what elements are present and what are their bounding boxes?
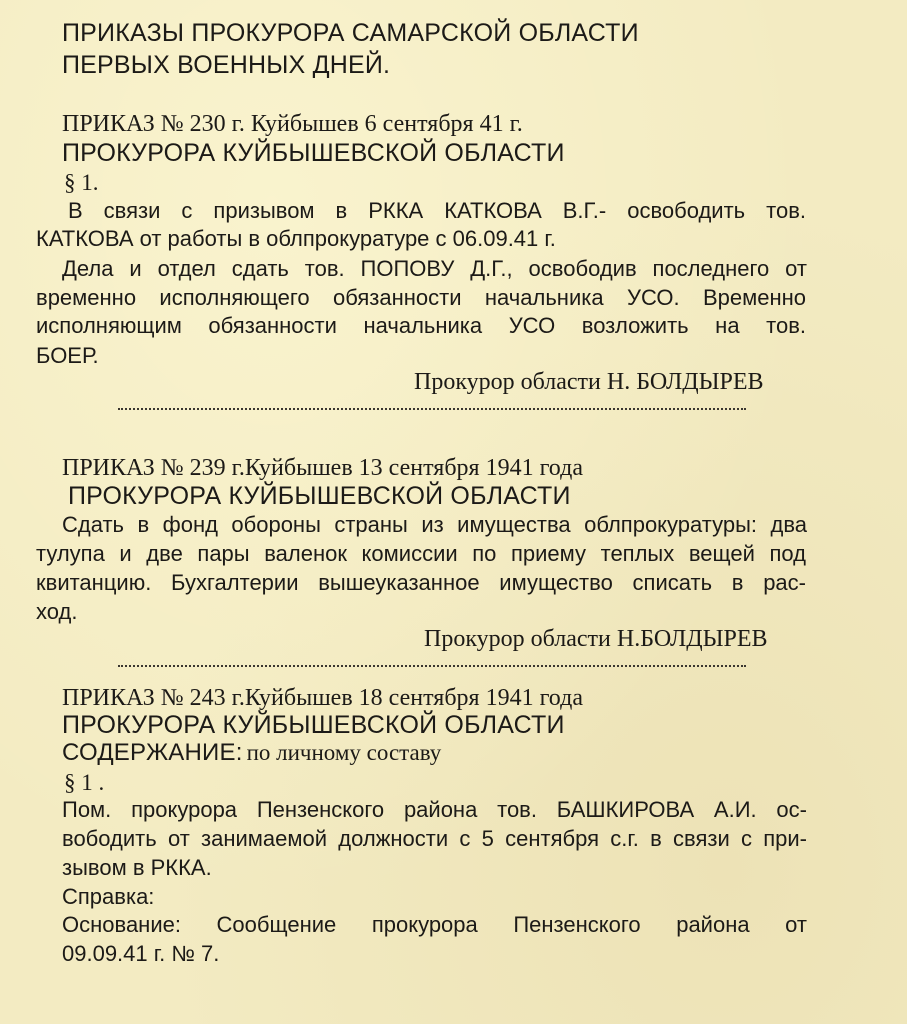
document-title-line-2: ПЕРВЫХ ВОЕННЫХ ДНЕЙ. bbox=[62, 51, 391, 79]
dotted-separator bbox=[118, 665, 746, 669]
order-230-body-line-2: КАТКОВА от работы в облпрокуратуре с 06.09.41 г. bbox=[36, 226, 556, 251]
order-239-signature: Прокурор области Н.БОЛДЫРЕВ bbox=[424, 626, 768, 652]
order-230-body-line-5: исполняющим обязанности начальника УСО возложить на тов. bbox=[36, 313, 806, 338]
order-239-body-line-2: тулупа и две пары валенок комиссии по приему теплых вещей под bbox=[36, 541, 806, 566]
order-243-section: § 1 . bbox=[64, 770, 105, 795]
order-230-org: ПРОКУРОРА КУЙБЫШЕВСКОЙ ОБЛАСТИ bbox=[62, 139, 565, 167]
order-243-header: ПРИКАЗ № 243 г.Куйбышев 18 сентября 1941 года bbox=[62, 685, 583, 711]
order-230-body-line-4: временно исполняющего обязанности начальника УСО. Временно bbox=[36, 285, 806, 310]
order-230-signature: Прокурор области Н. БОЛДЫРЕВ bbox=[414, 369, 764, 395]
dotted-separator bbox=[118, 408, 746, 412]
order-230-header: ПРИКАЗ № 230 г. Куйбышев 6 сентября 41 г. bbox=[62, 111, 523, 137]
order-230-body-line-6: БОЕР. bbox=[36, 343, 99, 368]
order-239-body-line-3: квитанцию. Бухгалтерии вышеуказанное имущество списать в рас- bbox=[36, 570, 806, 595]
order-230-body-line-3: Дела и отдел сдать тов. ПОПОВУ Д.Г., освободив последнего от bbox=[62, 256, 807, 281]
order-243-org: ПРОКУРОРА КУЙБЫШЕВСКОЙ ОБЛАСТИ bbox=[62, 711, 565, 739]
order-243-body-line-6: 09.09.41 г. № 7. bbox=[62, 941, 220, 966]
order-239-org: ПРОКУРОРА КУЙБЫШЕВСКОЙ ОБЛАСТИ bbox=[68, 482, 571, 510]
order-243-content-row bbox=[62, 741, 441, 765]
order-243-body-line-1: Пом. прокурора Пензенского района тов. БАШКИРОВА А.И. ос- bbox=[62, 797, 807, 822]
order-230-body-line-1: В связи с призывом в РККА КАТКОВА В.Г.- освободить тов. bbox=[68, 198, 806, 223]
order-243-body-line-5: Основание: Сообщение прокурора Пензенского района от bbox=[62, 912, 807, 937]
order-243-body-line-3: зывом в РККА. bbox=[62, 855, 212, 880]
order-239-body-line-4: ход. bbox=[36, 599, 78, 624]
order-243-content-value: по личному составу bbox=[246, 740, 442, 765]
order-243-reference-label: Справка: bbox=[62, 884, 155, 909]
document-title-line-1: ПРИКАЗЫ ПРОКУРОРА САМАРСКОЙ ОБЛАСТИ bbox=[62, 19, 639, 47]
order-239-body-line-1: Сдать в фонд обороны страны из имущества облпрокуратуры: два bbox=[62, 512, 807, 537]
order-243-content-label: СОДЕРЖАНИЕ: bbox=[62, 739, 243, 766]
order-230-section: § 1. bbox=[64, 170, 99, 195]
order-243-body-line-2: вободить от занимаемой должности с 5 сентября с.г. в связи с при- bbox=[62, 826, 807, 851]
order-239-header: ПРИКАЗ № 239 г.Куйбышев 13 сентября 1941 года bbox=[62, 455, 583, 481]
